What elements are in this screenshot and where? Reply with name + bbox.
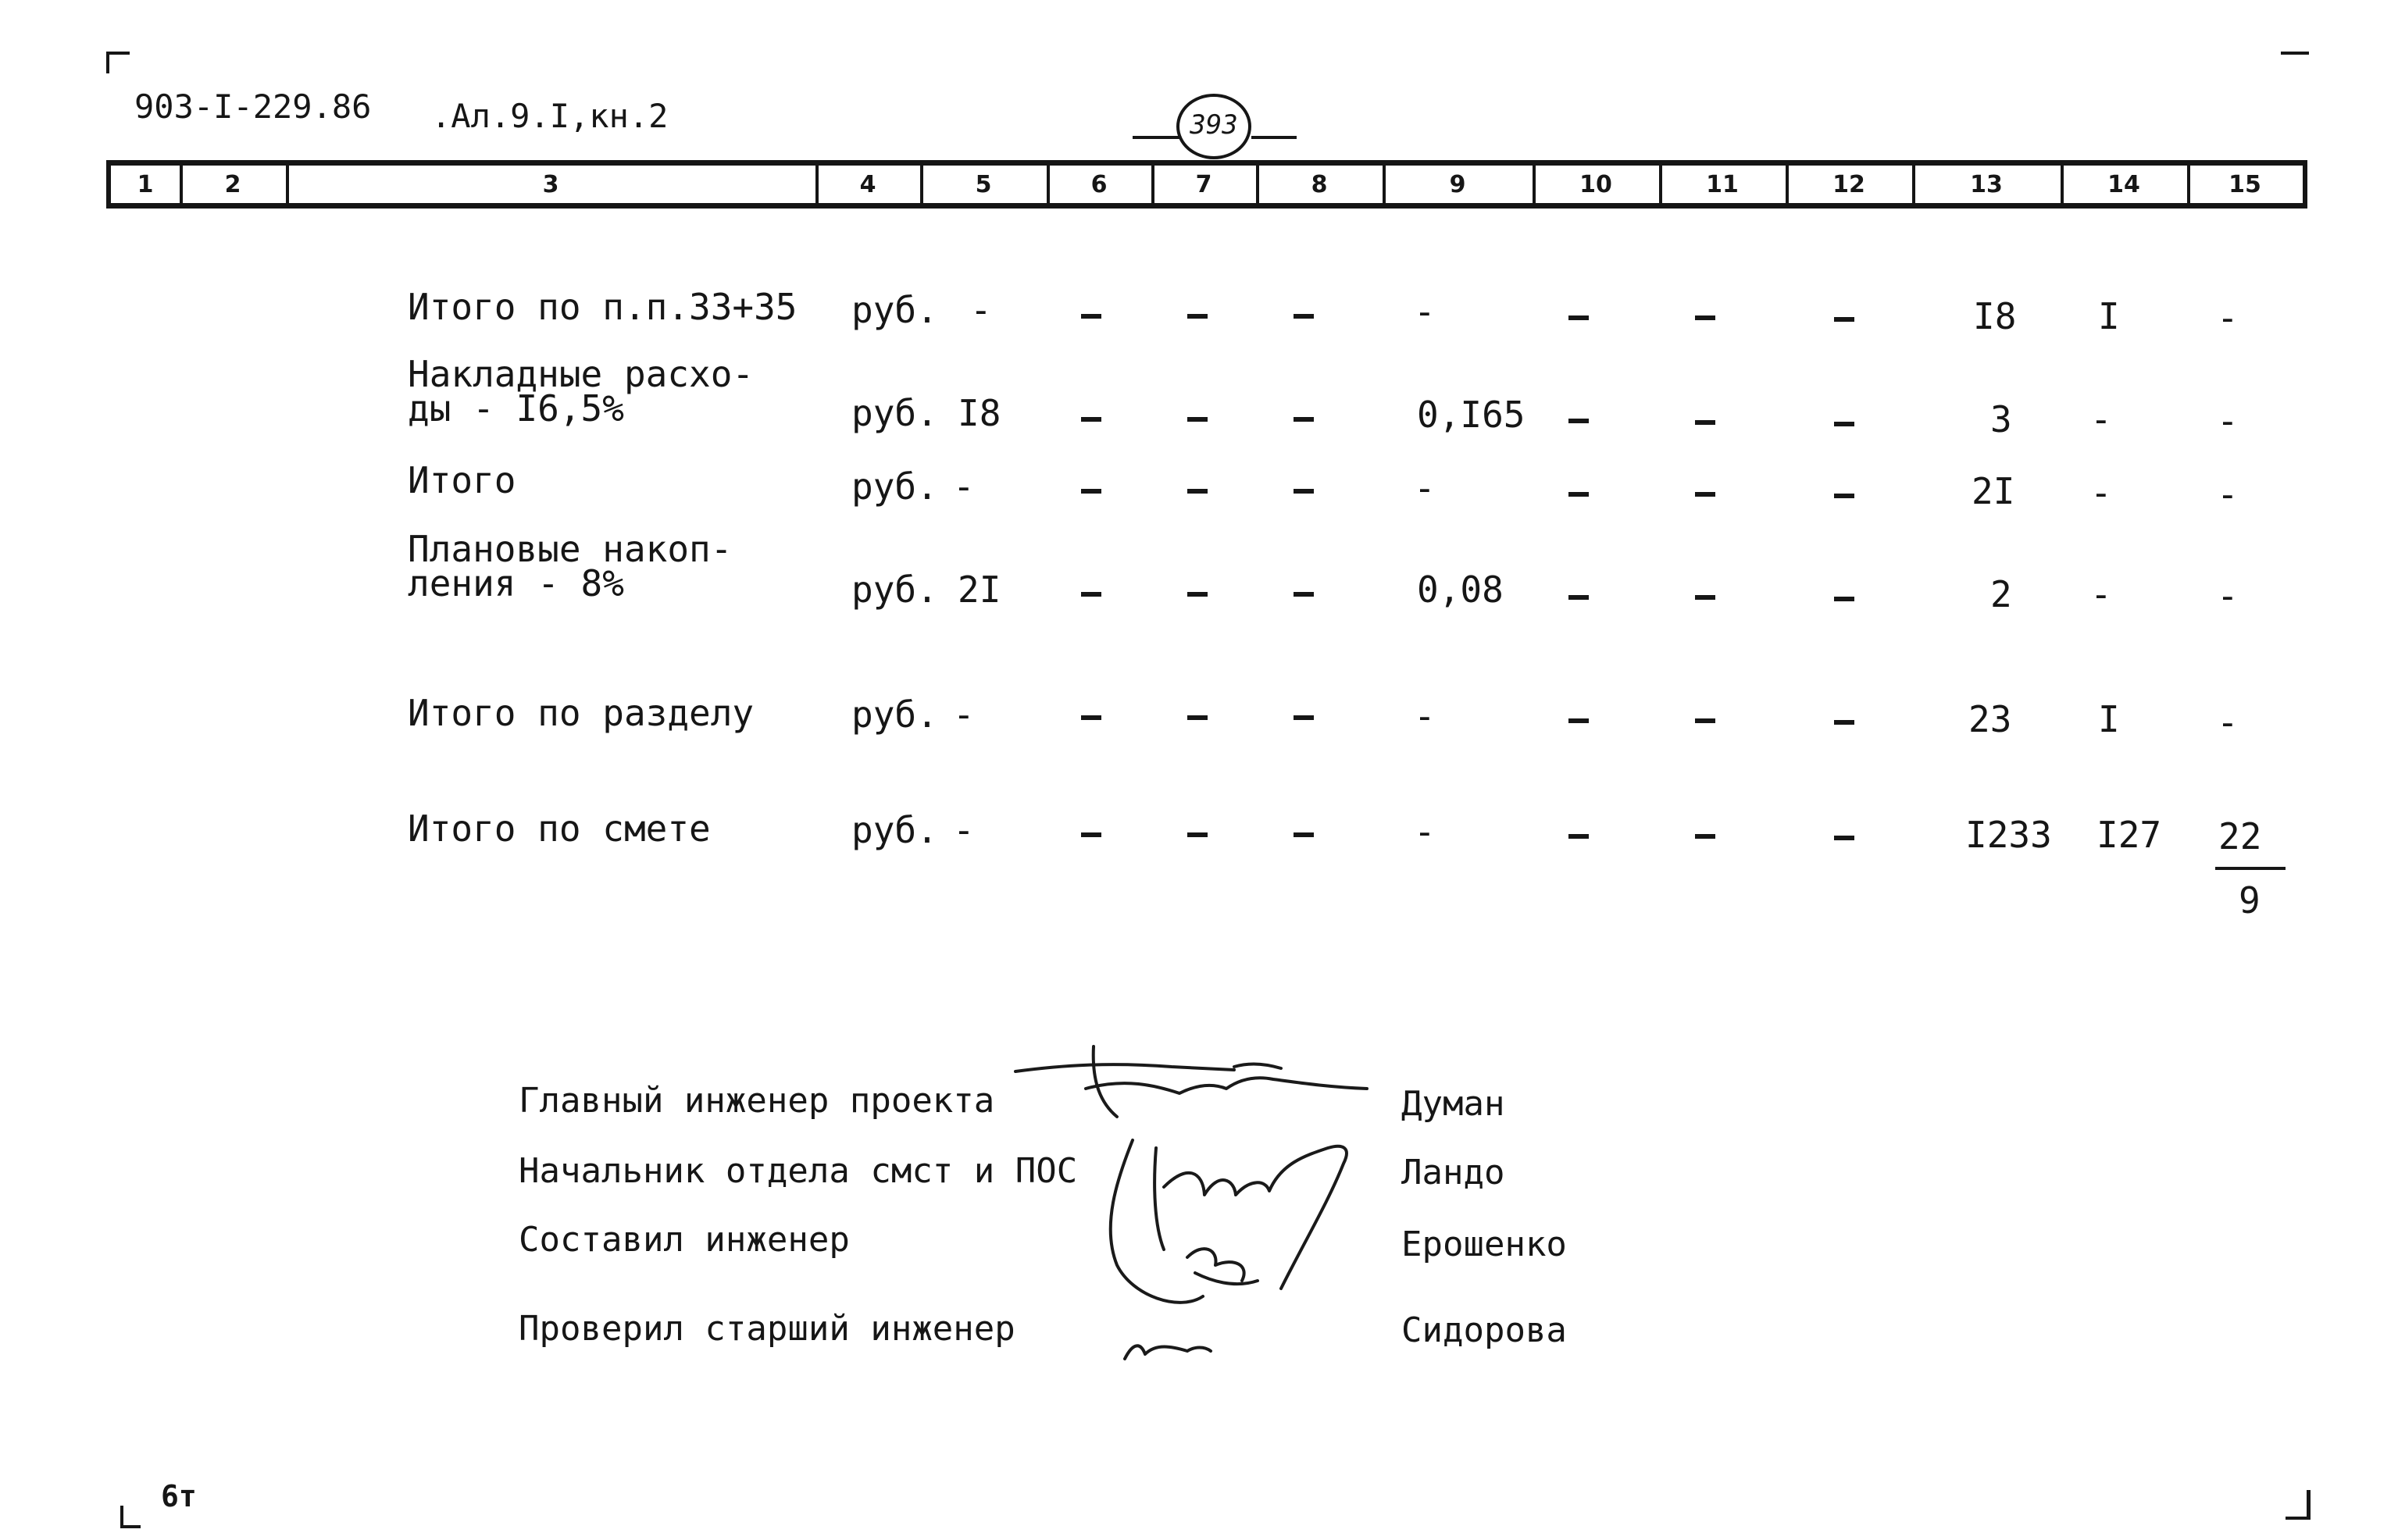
dash-col11 bbox=[1695, 492, 1715, 497]
cell-col14: I27 bbox=[2096, 814, 2162, 856]
dash-col7 bbox=[1187, 715, 1208, 720]
column-header: 7 bbox=[1151, 166, 1259, 203]
dash-col7 bbox=[1187, 314, 1208, 319]
row-label: Итого по разделу bbox=[408, 692, 755, 734]
dash-col8 bbox=[1294, 489, 1314, 494]
dash-col11 bbox=[1695, 315, 1715, 320]
dash-col11 bbox=[1695, 595, 1715, 600]
cell-col5: 2I bbox=[958, 569, 1001, 611]
column-header: 3 bbox=[286, 166, 819, 203]
dash-col11 bbox=[1695, 420, 1715, 425]
dash-col12 bbox=[1834, 422, 1854, 426]
dash-col8 bbox=[1294, 417, 1314, 422]
column-header: 8 bbox=[1256, 166, 1386, 203]
cell-col15: - bbox=[2217, 575, 2239, 617]
signature-role: Начальник отдела смст и ПОС bbox=[519, 1151, 1078, 1191]
page-number-stamp bbox=[1133, 92, 1297, 162]
dash-col8 bbox=[1294, 715, 1314, 720]
cell-col9: - bbox=[1414, 467, 1436, 509]
dash-col11 bbox=[1695, 834, 1715, 839]
column-header-strip bbox=[106, 160, 2307, 209]
row-unit: руб. bbox=[851, 465, 938, 508]
dash-col6 bbox=[1081, 314, 1101, 319]
corner-mark-bottom-left bbox=[120, 1506, 123, 1528]
dash-col10 bbox=[1568, 834, 1589, 839]
dash-col7 bbox=[1187, 489, 1208, 494]
signature-role: Проверил старший инженер bbox=[519, 1309, 1015, 1349]
dash-col12 bbox=[1834, 720, 1854, 725]
cell-col14: - bbox=[2090, 398, 2112, 440]
dash-col10 bbox=[1568, 315, 1589, 320]
signature-name: Ерошенко bbox=[1401, 1225, 1567, 1264]
column-header: 2 bbox=[180, 166, 289, 203]
cell-col9: - bbox=[1414, 695, 1436, 737]
dash-col12 bbox=[1834, 836, 1854, 840]
dash-col6 bbox=[1081, 715, 1101, 720]
dash-col8 bbox=[1294, 592, 1314, 597]
cell-col15: 22 bbox=[2218, 815, 2262, 857]
column-header: 1 bbox=[111, 166, 183, 203]
row-label: Итого по смете bbox=[408, 807, 711, 850]
fraction-bar bbox=[2215, 867, 2286, 870]
row-label: ления - 8% bbox=[408, 562, 624, 604]
document-code: 903-I-229.86 bbox=[134, 87, 372, 126]
cell-col15: - bbox=[2217, 473, 2239, 515]
dash-col6 bbox=[1081, 832, 1101, 837]
row-unit: руб. bbox=[851, 569, 938, 611]
signature-name: Ландо bbox=[1401, 1153, 1505, 1192]
column-header: 6 bbox=[1047, 166, 1154, 203]
corner-mark-top-left-tick bbox=[106, 52, 109, 73]
cell-col13: 3 bbox=[1990, 398, 2012, 440]
cell-col9: 0,I65 bbox=[1417, 394, 1526, 436]
row-label: Накладные расхо- bbox=[408, 353, 755, 395]
dash-col8 bbox=[1294, 314, 1314, 319]
dash-col8 bbox=[1294, 832, 1314, 837]
footer-mark: 6т bbox=[161, 1479, 197, 1513]
signature-role: Главный инженер проекта bbox=[519, 1081, 995, 1121]
cell-col14: I bbox=[2098, 295, 2120, 337]
signature-name: Думан bbox=[1401, 1084, 1505, 1124]
dash-col7 bbox=[1187, 417, 1208, 422]
column-header: 11 bbox=[1659, 166, 1789, 203]
cell-col15: - bbox=[2217, 400, 2239, 442]
signature-role: Составил инженер bbox=[519, 1220, 850, 1260]
column-header: 10 bbox=[1533, 166, 1662, 203]
handwritten-signatures bbox=[1000, 1031, 1422, 1374]
column-header: 4 bbox=[815, 166, 923, 203]
cell-col5: - bbox=[953, 693, 975, 736]
dash-col12 bbox=[1834, 597, 1854, 601]
cell-col13: I233 bbox=[1965, 814, 2052, 856]
row-label: ды - I6,5% bbox=[408, 387, 624, 430]
dash-col10 bbox=[1568, 419, 1589, 423]
cell-col9: - bbox=[1414, 811, 1436, 853]
corner-mark-bottom-right bbox=[2307, 1490, 2311, 1520]
signature-name: Сидорова bbox=[1401, 1310, 1567, 1350]
row-label: Плановые накоп- bbox=[408, 528, 733, 570]
cell-col5: - bbox=[953, 465, 975, 508]
column-header: 15 bbox=[2228, 170, 2261, 198]
row-unit: руб. bbox=[851, 809, 938, 851]
cell-col13: 2 bbox=[1990, 573, 2012, 615]
dash-col6 bbox=[1081, 592, 1101, 597]
cell-col9: 0,08 bbox=[1417, 569, 1504, 611]
corner-mark-bottom-left-base bbox=[120, 1525, 141, 1528]
dash-col12 bbox=[1834, 317, 1854, 322]
column-header: 9 bbox=[1383, 166, 1536, 203]
cell-col13: 23 bbox=[1968, 698, 2012, 740]
cell-col5: - bbox=[953, 809, 975, 851]
dash-col7 bbox=[1187, 592, 1208, 597]
page-number: 393 bbox=[1190, 109, 1238, 141]
column-header: 14 bbox=[2061, 166, 2190, 203]
column-header: 13 bbox=[1912, 166, 2064, 203]
dash-col12 bbox=[1834, 494, 1854, 498]
cell-col5: I8 bbox=[958, 392, 1001, 434]
album-reference: .Ал.9.I,кн.2 bbox=[431, 97, 669, 135]
corner-mark-top-left bbox=[106, 52, 130, 55]
cell-col5: - bbox=[970, 289, 992, 331]
row-unit: руб. bbox=[851, 392, 938, 434]
row-unit: руб. bbox=[851, 693, 938, 736]
column-header: 5 bbox=[920, 166, 1050, 203]
dash-col10 bbox=[1568, 718, 1589, 723]
cell-col9: - bbox=[1414, 291, 1436, 333]
dash-col7 bbox=[1187, 832, 1208, 837]
cell-col15: - bbox=[2217, 701, 2239, 743]
fraction-denominator: 9 bbox=[2239, 879, 2261, 922]
corner-mark-bottom-right-base bbox=[2286, 1517, 2311, 1520]
dash-col6 bbox=[1081, 417, 1101, 422]
dash-col10 bbox=[1568, 492, 1589, 497]
dash-col10 bbox=[1568, 595, 1589, 600]
dash-col6 bbox=[1081, 489, 1101, 494]
cell-col13: 2I bbox=[1972, 470, 2015, 512]
cell-col14: I bbox=[2098, 698, 2120, 740]
row-label: Итого по п.п.33+35 bbox=[408, 286, 798, 328]
corner-mark-top-right bbox=[2281, 52, 2309, 55]
cell-col14: - bbox=[2090, 573, 2112, 615]
cell-col13: I8 bbox=[1973, 295, 2017, 337]
row-unit: руб. bbox=[851, 289, 938, 331]
row-label: Итого bbox=[408, 459, 516, 501]
cell-col14: - bbox=[2090, 472, 2112, 514]
column-header: 12 bbox=[1786, 166, 1915, 203]
dash-col11 bbox=[1695, 718, 1715, 723]
cell-col15: - bbox=[2217, 297, 2239, 339]
